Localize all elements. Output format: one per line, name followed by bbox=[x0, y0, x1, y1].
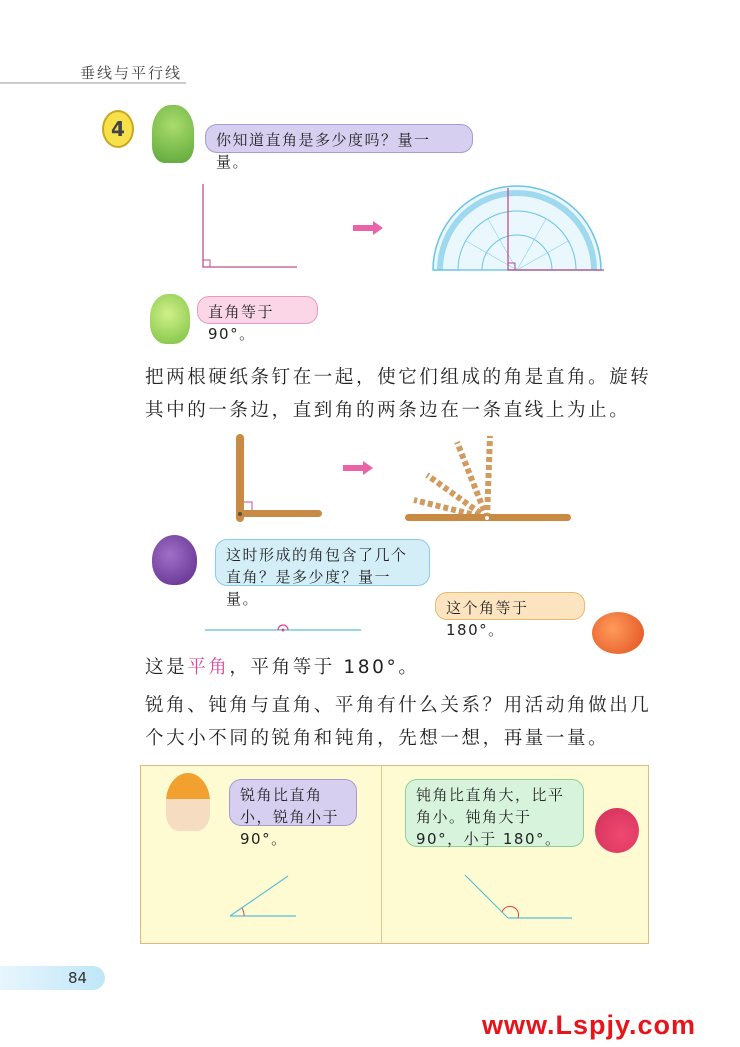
section-title: 垂线与平行线 bbox=[80, 64, 183, 82]
right-angle-diagram bbox=[195, 180, 305, 272]
definition-term: 平角 bbox=[187, 657, 230, 678]
eggplant-character-icon bbox=[152, 535, 197, 585]
mushroom-character-icon bbox=[166, 773, 210, 831]
question-bubble: 你知道直角是多少度吗？量一量。 bbox=[205, 124, 473, 153]
arrow-right-icon bbox=[353, 221, 383, 235]
straight-angle-definition bbox=[145, 651, 665, 684]
obtuse-angle-bubble: 钝角比直角大，比平角小。钝角大于 90°，小于 180°。 bbox=[405, 779, 584, 847]
instruction-text: 把两根硬纸条钉在一起，使它们组成的角是直角。旋转其中的一条边，直到角的两条边在一条直线上为止。 bbox=[145, 367, 652, 421]
radish-character-icon bbox=[595, 808, 639, 853]
eggplant-bubble: 这时形成的角包含了几个直角？是多少度？量一量。 bbox=[215, 539, 430, 586]
example-number-badge: 4 bbox=[102, 110, 134, 148]
answer-bubble: 直角等于 90°。 bbox=[197, 296, 318, 324]
page-number-tab bbox=[0, 966, 105, 990]
watermark: www.Lspjy.com bbox=[482, 1010, 697, 1040]
obtuse-angle-diagram bbox=[462, 872, 576, 922]
cabbage-character-icon bbox=[152, 105, 194, 163]
straight-angle-diagram bbox=[203, 618, 363, 634]
tomato-character-icon bbox=[592, 612, 644, 654]
header-divider bbox=[0, 82, 186, 84]
acute-angle-bubble: 锐角比直角小，锐角小于 90°。 bbox=[229, 779, 357, 826]
rotating-stick-diagram bbox=[402, 430, 574, 526]
page-number: 84 bbox=[68, 969, 88, 987]
acute-angle-diagram bbox=[228, 874, 298, 920]
definition-prefix: 这是 bbox=[145, 657, 188, 678]
stick-right-angle-diagram bbox=[230, 430, 326, 525]
definition-suffix: ，平角等于 180°。 bbox=[229, 657, 420, 678]
tomato-bubble: 这个角等于 180°。 bbox=[435, 592, 585, 620]
question-text: 锐角、钝角与直角、平角有什么关系？用活动角做出几个大小不同的锐角和钝角，先想一想，再量一量。 bbox=[145, 695, 652, 749]
protractor-diagram bbox=[428, 184, 608, 274]
arrow-right-icon bbox=[343, 461, 373, 475]
panel-divider bbox=[381, 766, 382, 943]
pepper-character-icon bbox=[150, 294, 190, 344]
